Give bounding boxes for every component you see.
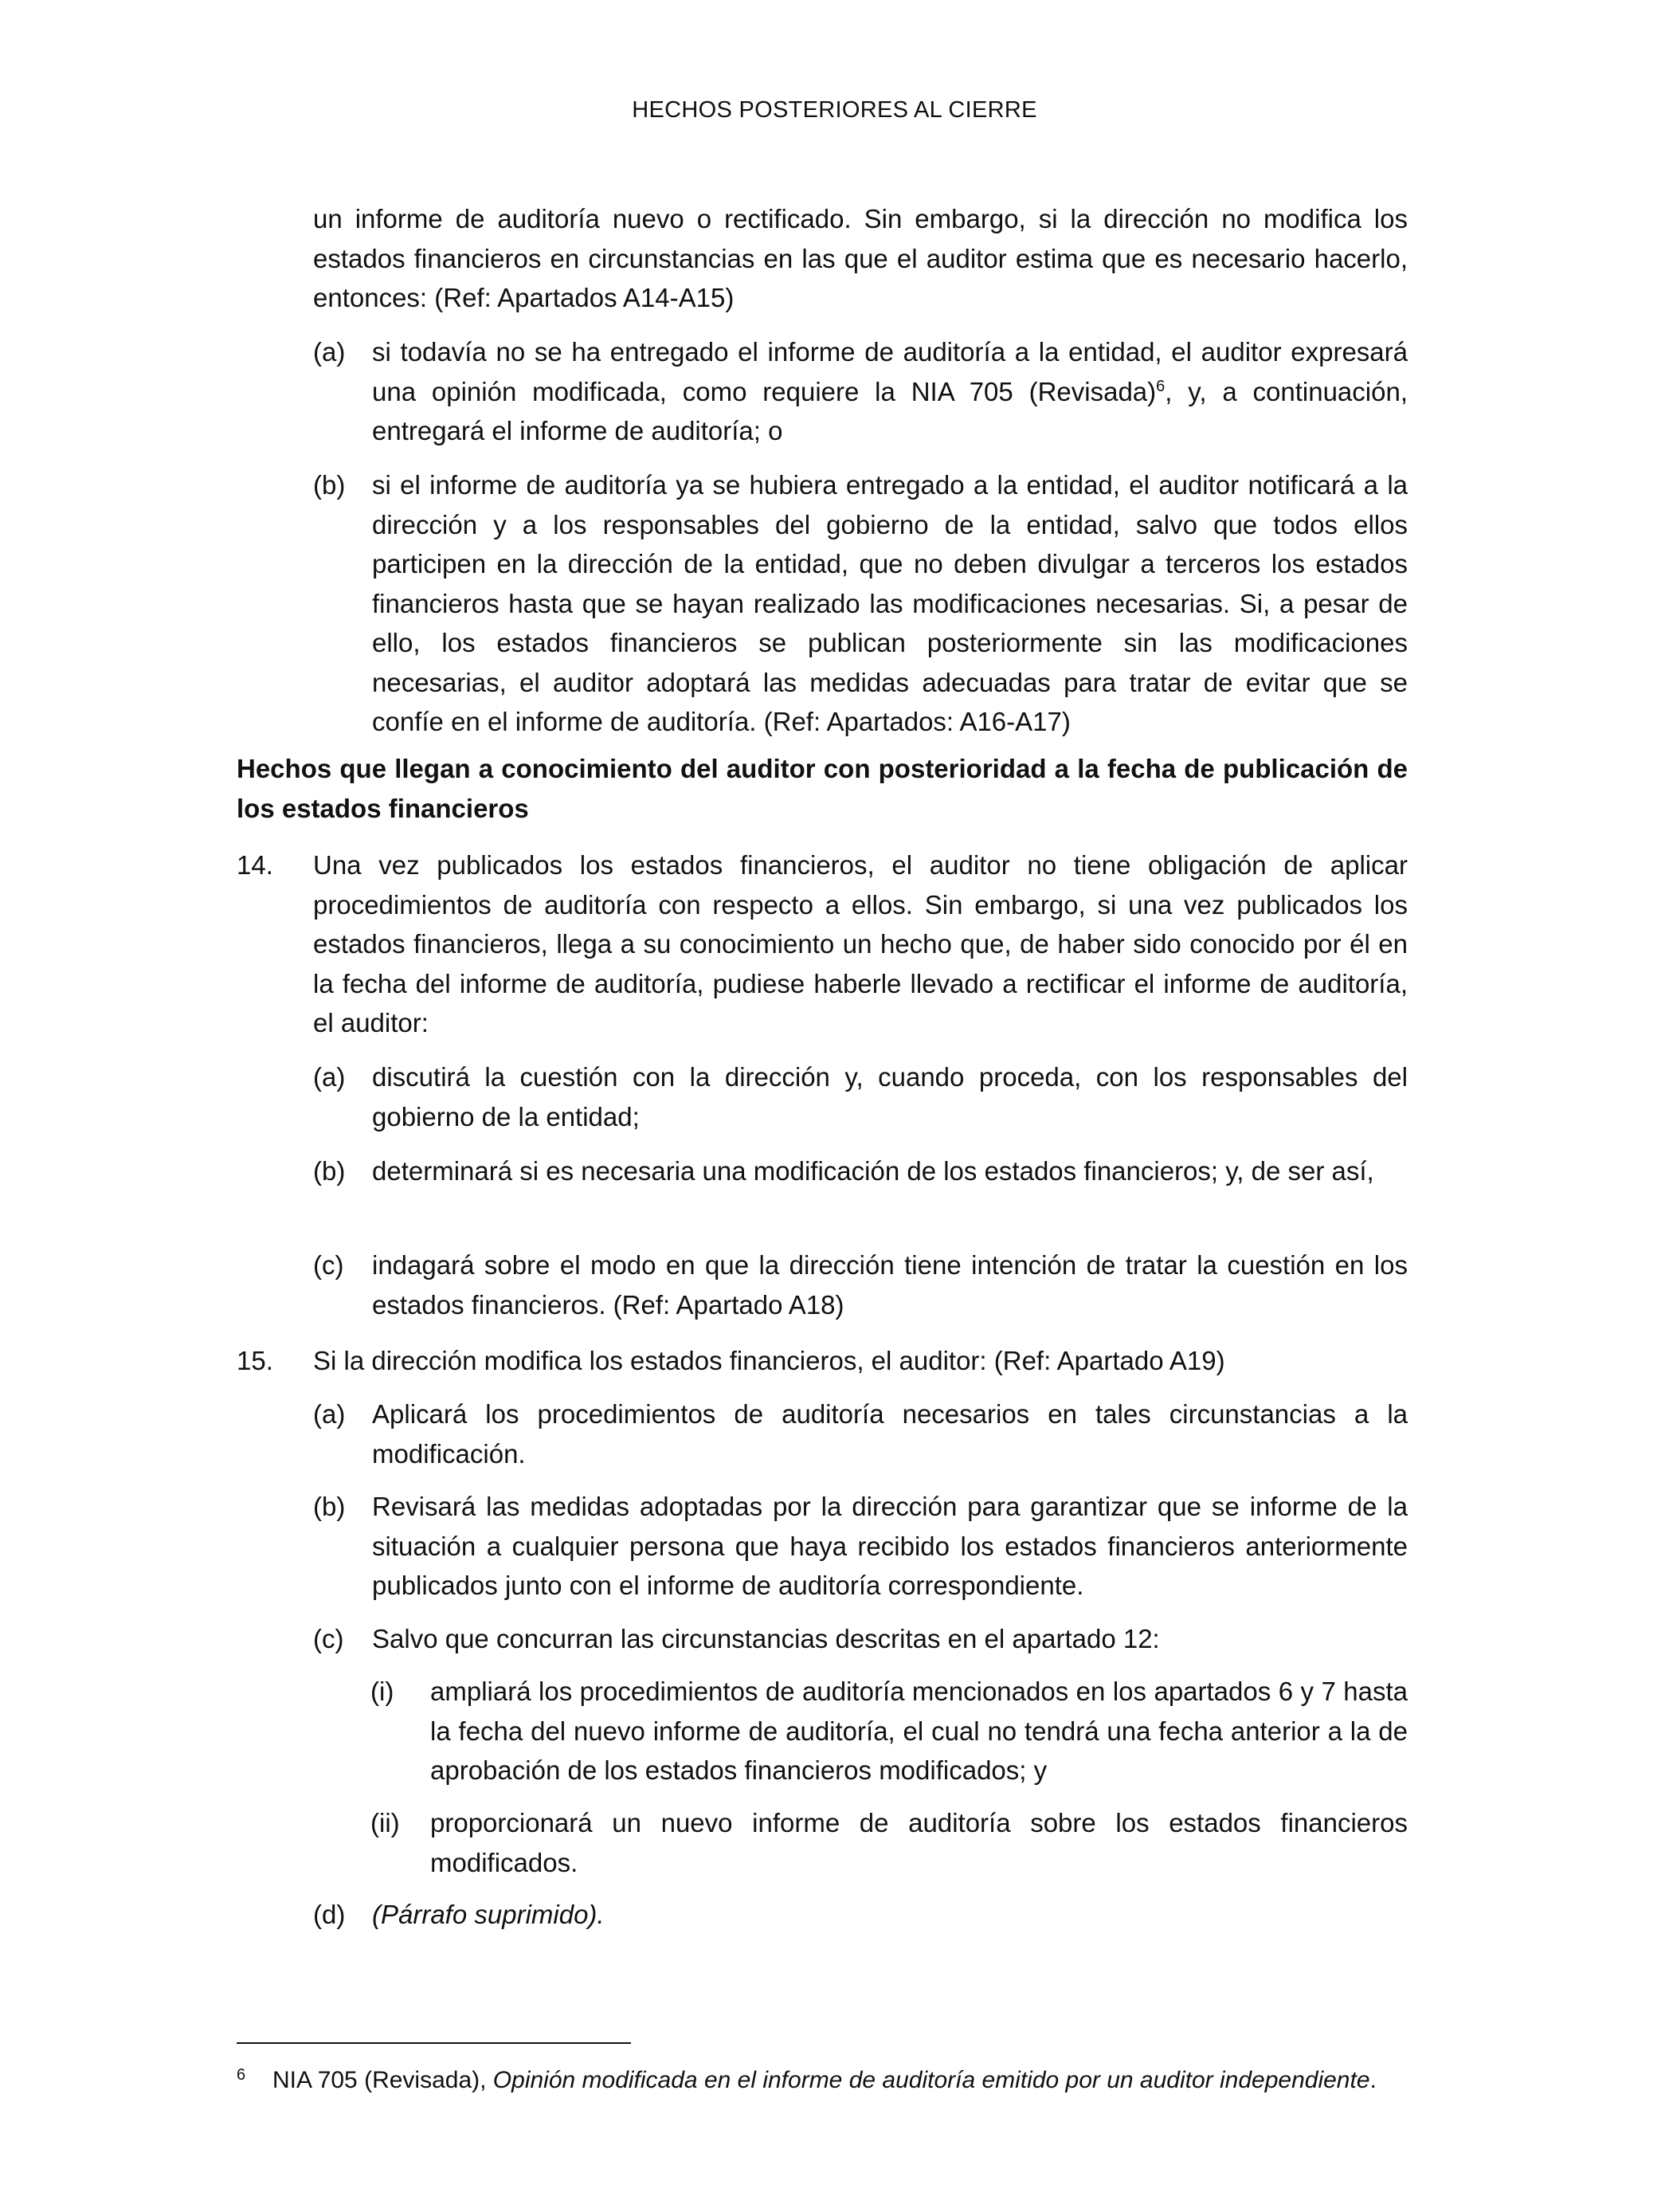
item-marker: (b) [313,1156,346,1186]
paragraph-number: 15. [237,1346,273,1375]
item-text: Revisará las medidas adoptadas por la dirección para garantizar que se informe de la situación a cualquier persona que haya recibido los estados financieros anteriormente publicados junto con el informe de auditoría correspondiente. [372,1492,1408,1600]
list-item [372,1619,1408,1659]
list-item [372,1151,1408,1191]
intro-paragraph [313,199,1408,318]
sub-list-item [430,1803,1408,1882]
subitem-text: ampliará los procedimientos de auditoría mencionados en los apartados 6 y 7 hasta la fecha del nuevo informe de auditoría, el cual no tendrá una fecha anterior a la de aprobación de los estados financieros modificados; y [430,1677,1408,1785]
paragraph-14 [313,845,1408,1043]
intro-text: un informe de auditoría nuevo o rectificado. Sin embargo, si la dirección no modifica los estados financieros en circunstancias en las que el auditor estima que es necesario hacerlo, entonces: (Ref: Apartados A14-A15) [313,204,1408,312]
item-text: discutirá la cuestión con la dirección y, cuando proceda, con los responsables del gobierno de la entidad; [372,1062,1408,1131]
list-item [372,332,1408,451]
footnote-title: Opinión modificada en el informe de auditoría emitido por un auditor independiente [492,2067,1370,2093]
item-text: determinará si es necesaria una modificación de los estados financieros; y, de ser así, [372,1156,1374,1186]
item-text: si el informe de auditoría ya se hubiera entregado a la entidad, el auditor notificará a la dirección y a los responsables del gobierno de la entidad, salvo que todos ellos participen en la dirección de la entidad, que no deben divulgar a terceros los estados financieros hasta que se hayan realizado las modificaciones necesarias. Si, a pesar de ello, los estados financieros se publican posteriormente sin las modificaciones necesarias, el auditor adoptará las medidas adecuadas para tratar de evitar que se confíe en el informe de auditoría. (Ref: Apartados: A16-A17) [372,470,1408,736]
subitem-marker: (ii) [370,1808,400,1837]
list-item [372,465,1408,742]
item-text: (Párrafo suprimido). [372,1900,605,1929]
list-item [372,1245,1408,1324]
list-item [372,1394,1408,1473]
paragraph-text: Una vez publicados los estados financieros, el auditor no tiene obligación de aplicar procedimientos de auditoría con respecto a ellos. Sin embargo, si una vez publicados los estados financieros, llega a su conocimiento un hecho que, de haber sido conocido por él en la fecha del informe de auditoría, pudiese haberle llevado a rectificar el informe de auditoría, el auditor: [313,850,1408,1037]
footnote-separator [237,2042,631,2044]
footnote-prefix: NIA 705 (Revisada), [272,2067,493,2093]
item-marker: (d) [313,1900,346,1929]
item-marker: (b) [313,470,346,500]
footnote-reference[interactable]: 6 [1156,377,1166,395]
footnote-mark: 6 [237,2066,246,2084]
item-text: Aplicará los procedimientos de auditoría necesarios en tales circunstancias a la modificación. [372,1399,1408,1469]
item-marker: (c) [313,1624,344,1653]
footnote-text [272,2062,1408,2098]
list-item [372,1487,1408,1606]
running-header: HECHOS POSTERIORES AL CIERRE [632,97,1037,123]
paragraph-15 [313,1341,1408,1381]
item-text: Salvo que concurran las circunstancias descritas en el apartado 12: [372,1624,1160,1653]
list-item [372,1895,1408,1935]
item-text: indagará sobre el modo en que la dirección tiene intención de tratar la cuestión en los estados financieros. (Ref: Apartado A18) [372,1250,1408,1320]
item-marker: (c) [313,1250,344,1280]
item-text: si todavía no se ha entregado el informe de auditoría a la entidad, el auditor expresará una opinión modificada, como requiere la NIA 705 (Revisada) [372,337,1408,406]
sub-list-item [430,1672,1408,1790]
subitem-text: proporcionará un nuevo informe de auditoría sobre los estados financieros modificados. [430,1808,1408,1877]
section-heading: Hechos que llegan a conocimiento del auditor con posterioridad a la fecha de publicación de los estados financieros [237,754,1408,823]
item-text-continued: , y, a continuación, entregará el informe de auditoría; o [372,376,1408,445]
paragraph-number: 14. [237,850,273,880]
item-marker: (a) [313,1399,346,1429]
item-marker: (b) [313,1492,346,1521]
footnote-suffix: . [1369,2067,1377,2093]
item-marker: (a) [313,337,346,367]
item-marker: (a) [313,1062,346,1092]
subitem-marker: (i) [370,1677,394,1706]
list-item [372,1057,1408,1136]
paragraph-text: Si la dirección modifica los estados financieros, el auditor: (Ref: Apartado A19) [313,1346,1225,1375]
